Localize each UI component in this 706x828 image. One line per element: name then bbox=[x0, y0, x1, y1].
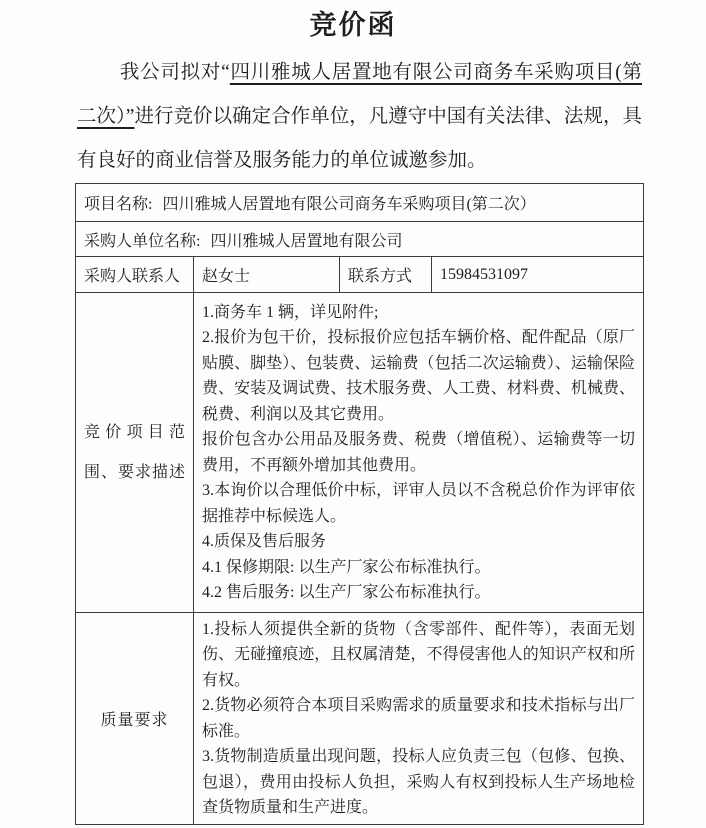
quality-paragraph: 2.货物必须符合本项目采购需求的质量要求和技术指标与出厂标准。 bbox=[202, 697, 636, 740]
quality-content-cell bbox=[194, 613, 644, 825]
page-title: 竞价函 bbox=[309, 10, 397, 40]
contact-name-cell: 赵女士 bbox=[194, 257, 340, 293]
buyer-name-cell bbox=[76, 222, 644, 257]
quality-paragraph: 1.投标人须提供全新的货物（含零部件、配件等），表面无划伤、无碰撞痕迹，且权属清楚，不得侵害他人的知识产权和所有权。 bbox=[202, 620, 636, 689]
quality-row bbox=[76, 613, 644, 825]
intro-paragraph bbox=[77, 51, 642, 183]
contact-row bbox=[76, 257, 644, 293]
scope-label: 竞价项目范围、要求描述 bbox=[84, 423, 185, 481]
project-name-underlined: 四川雅城人居置地有限公司商务车采购项目(第二次）” bbox=[77, 62, 643, 127]
scope-content-cell bbox=[194, 293, 644, 613]
scope-paragraph: 3.本询价以合理低价中标，评审人员以不含税总价作为评审依据推荐中标候选人。 bbox=[202, 482, 636, 525]
quality-label-cell: 质量要求 bbox=[76, 613, 194, 825]
project-name-cell bbox=[76, 184, 644, 222]
scope-label-cell bbox=[76, 293, 194, 613]
phone-label-cell: 联系方式 bbox=[340, 257, 432, 293]
scope-paragraph: 报价包含办公用品及服务费、税费（增值税）、运输费等一切费用，不再额外增加其他费用。 bbox=[202, 431, 636, 474]
buyer-name-value: 四川雅城人居置地有限公司 bbox=[210, 232, 403, 250]
scope-paragraph: 4.1 保修期限: 以生产厂家公布标准执行。 bbox=[202, 558, 491, 576]
phone-number-cell: 15984531097 bbox=[432, 257, 644, 293]
buyer-name-label: 采购人单位名称: bbox=[84, 232, 201, 250]
project-name-value: 四川雅城人居置地有限公司商务车采购项目(第二次） bbox=[162, 196, 536, 213]
intro-prefix: 我公司拟对“ bbox=[119, 62, 230, 83]
scope-paragraph: 2.报价为包干价，投标报价应包括车辆价格、配件配品（原厂贴膜、脚垫）、包装费、运输费（包括二次运输费）、运输保险费、安装及调试费、技术服务费、人工费、材料费、机械费、税费、利润以及其它费用。 bbox=[202, 329, 636, 423]
scope-row bbox=[76, 293, 644, 613]
buyer-name-row bbox=[76, 222, 644, 257]
contact-label-cell: 采购人联系人 bbox=[76, 257, 194, 293]
scope-paragraph: 1.商务车 1 辆，详见附件; bbox=[202, 303, 379, 321]
project-name-label: 项目名称: bbox=[84, 196, 153, 213]
project-name-row bbox=[76, 184, 644, 222]
intro-suffix: 进行竞价以确定合作单位，凡遵守中国有关法律、法规，具有良好的商业信誉及服务能力的单位诚邀参加。 bbox=[77, 106, 642, 171]
bid-info-table bbox=[75, 183, 644, 825]
scope-paragraph: 4.2 售后服务: 以生产厂家公布标准执行。 bbox=[202, 584, 491, 601]
quality-paragraph: 3.货物制造质量出现问题，投标人应负责三包（包修、包换、包退），费用由投标人负担，采购人有权到投标人生产场地检查货物质量和生产进度。 bbox=[202, 748, 636, 816]
scope-paragraph: 4.质保及售后服务 bbox=[202, 533, 327, 550]
